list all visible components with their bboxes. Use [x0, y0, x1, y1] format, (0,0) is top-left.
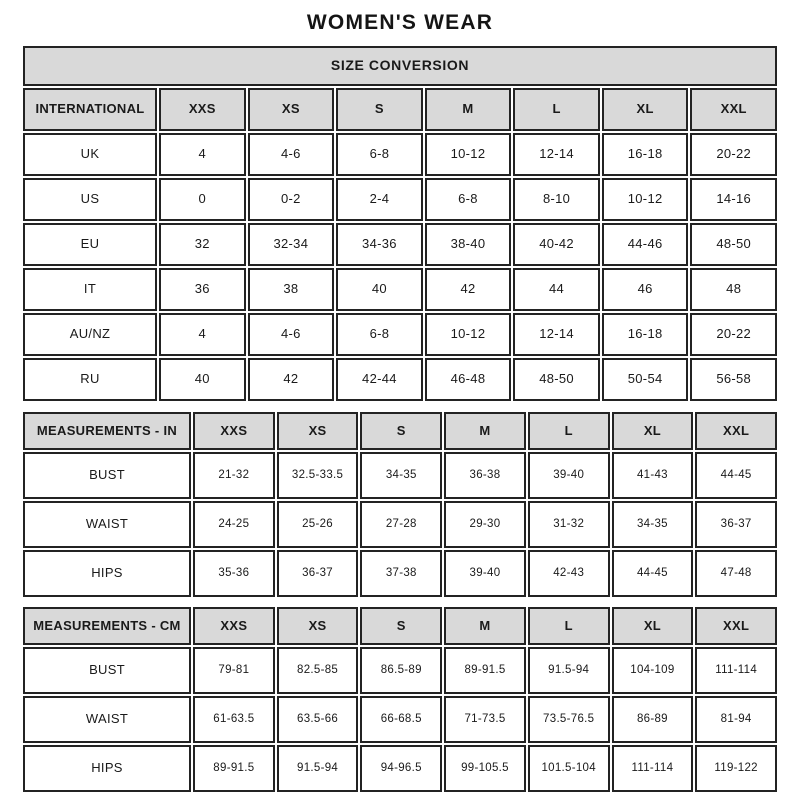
value-cell: 89-91.5: [193, 745, 275, 792]
column-header: XS: [248, 88, 335, 131]
value-cell: 32: [159, 223, 246, 266]
row-label: EU: [23, 223, 157, 266]
column-header: XXS: [159, 88, 246, 131]
row-label: IT: [23, 268, 157, 311]
value-cell: 91.5-94: [528, 647, 610, 694]
value-cell: 40: [159, 358, 246, 401]
value-cell: 32-34: [248, 223, 335, 266]
row-label: HIPS: [23, 745, 191, 792]
value-cell: 29-30: [444, 501, 526, 548]
value-cell: 40-42: [513, 223, 600, 266]
column-header: S: [360, 412, 442, 450]
value-cell: 56-58: [690, 358, 777, 401]
row-label: AU/NZ: [23, 313, 157, 356]
value-cell: 6-8: [336, 313, 423, 356]
value-cell: 8-10: [513, 178, 600, 221]
value-cell: 48: [690, 268, 777, 311]
value-cell: 46: [602, 268, 689, 311]
measurements-cm-table: [23, 607, 777, 792]
value-cell: 10-12: [425, 133, 512, 176]
value-cell: 38: [248, 268, 335, 311]
value-cell: 82.5-85: [277, 647, 359, 694]
value-cell: 36-38: [444, 452, 526, 499]
row-label: HIPS: [23, 550, 191, 597]
value-cell: 79-81: [193, 647, 275, 694]
value-cell: 40: [336, 268, 423, 311]
value-cell: 111-114: [612, 745, 694, 792]
value-cell: 111-114: [695, 647, 777, 694]
value-cell: 119-122: [695, 745, 777, 792]
value-cell: 34-35: [612, 501, 694, 548]
value-cell: 12-14: [513, 133, 600, 176]
value-cell: 6-8: [425, 178, 512, 221]
value-cell: 91.5-94: [277, 745, 359, 792]
row-label: US: [23, 178, 157, 221]
value-cell: 10-12: [602, 178, 689, 221]
value-cell: 42-43: [528, 550, 610, 597]
row-label: BUST: [23, 452, 191, 499]
value-cell: 39-40: [444, 550, 526, 597]
column-header: L: [528, 607, 610, 645]
size-conversion-table: [23, 46, 777, 401]
value-cell: 14-16: [690, 178, 777, 221]
value-cell: 44-45: [695, 452, 777, 499]
corner-header: MEASUREMENTS - CM: [23, 607, 191, 645]
value-cell: 46-48: [425, 358, 512, 401]
value-cell: 0: [159, 178, 246, 221]
value-cell: 16-18: [602, 313, 689, 356]
value-cell: 50-54: [602, 358, 689, 401]
value-cell: 21-32: [193, 452, 275, 499]
value-cell: 2-4: [336, 178, 423, 221]
value-cell: 42: [248, 358, 335, 401]
value-cell: 61-63.5: [193, 696, 275, 743]
value-cell: 99-105.5: [444, 745, 526, 792]
value-cell: 39-40: [528, 452, 610, 499]
value-cell: 44-46: [602, 223, 689, 266]
column-header: M: [444, 607, 526, 645]
value-cell: 32.5-33.5: [277, 452, 359, 499]
row-label: UK: [23, 133, 157, 176]
table-title: SIZE CONVERSION: [23, 46, 777, 86]
value-cell: 66-68.5: [360, 696, 442, 743]
column-header: XXL: [695, 607, 777, 645]
column-header: XS: [277, 607, 359, 645]
value-cell: 34-35: [360, 452, 442, 499]
value-cell: 37-38: [360, 550, 442, 597]
value-cell: 6-8: [336, 133, 423, 176]
value-cell: 89-91.5: [444, 647, 526, 694]
value-cell: 24-25: [193, 501, 275, 548]
value-cell: 36-37: [695, 501, 777, 548]
value-cell: 4-6: [248, 313, 335, 356]
value-cell: 38-40: [425, 223, 512, 266]
column-header: XXS: [193, 607, 275, 645]
value-cell: 4: [159, 133, 246, 176]
row-label: RU: [23, 358, 157, 401]
value-cell: 25-26: [277, 501, 359, 548]
value-cell: 44: [513, 268, 600, 311]
value-cell: 71-73.5: [444, 696, 526, 743]
value-cell: 34-36: [336, 223, 423, 266]
column-header: M: [425, 88, 512, 131]
value-cell: 27-28: [360, 501, 442, 548]
column-header: XXL: [690, 88, 777, 131]
value-cell: 41-43: [612, 452, 694, 499]
column-header: XXL: [695, 412, 777, 450]
column-header: XL: [612, 412, 694, 450]
value-cell: 0-2: [248, 178, 335, 221]
measurements-in-table: [23, 412, 777, 597]
corner-header: MEASUREMENTS - IN: [23, 412, 191, 450]
page-title: WOMEN'S WEAR: [306, 11, 494, 34]
value-cell: 35-36: [193, 550, 275, 597]
column-header: XXS: [193, 412, 275, 450]
column-header: XL: [612, 607, 694, 645]
value-cell: 101.5-104: [528, 745, 610, 792]
row-label: WAIST: [23, 696, 191, 743]
column-header: M: [444, 412, 526, 450]
value-cell: 63.5-66: [277, 696, 359, 743]
value-cell: 16-18: [602, 133, 689, 176]
column-header: XL: [602, 88, 689, 131]
value-cell: 31-32: [528, 501, 610, 548]
value-cell: 4-6: [248, 133, 335, 176]
value-cell: 86-89: [612, 696, 694, 743]
value-cell: 104-109: [612, 647, 694, 694]
value-cell: 4: [159, 313, 246, 356]
column-header: S: [336, 88, 423, 131]
column-header: S: [360, 607, 442, 645]
column-header: L: [528, 412, 610, 450]
row-label: BUST: [23, 647, 191, 694]
value-cell: 36-37: [277, 550, 359, 597]
row-label: WAIST: [23, 501, 191, 548]
value-cell: 94-96.5: [360, 745, 442, 792]
value-cell: 10-12: [425, 313, 512, 356]
column-header: L: [513, 88, 600, 131]
value-cell: 48-50: [513, 358, 600, 401]
value-cell: 86.5-89: [360, 647, 442, 694]
value-cell: 73.5-76.5: [528, 696, 610, 743]
value-cell: 81-94: [695, 696, 777, 743]
value-cell: 48-50: [690, 223, 777, 266]
value-cell: 12-14: [513, 313, 600, 356]
value-cell: 42: [425, 268, 512, 311]
column-header: XS: [277, 412, 359, 450]
value-cell: 20-22: [690, 133, 777, 176]
value-cell: 36: [159, 268, 246, 311]
value-cell: 47-48: [695, 550, 777, 597]
value-cell: 44-45: [612, 550, 694, 597]
value-cell: 42-44: [336, 358, 423, 401]
corner-header: INTERNATIONAL: [23, 88, 157, 131]
value-cell: 20-22: [690, 313, 777, 356]
